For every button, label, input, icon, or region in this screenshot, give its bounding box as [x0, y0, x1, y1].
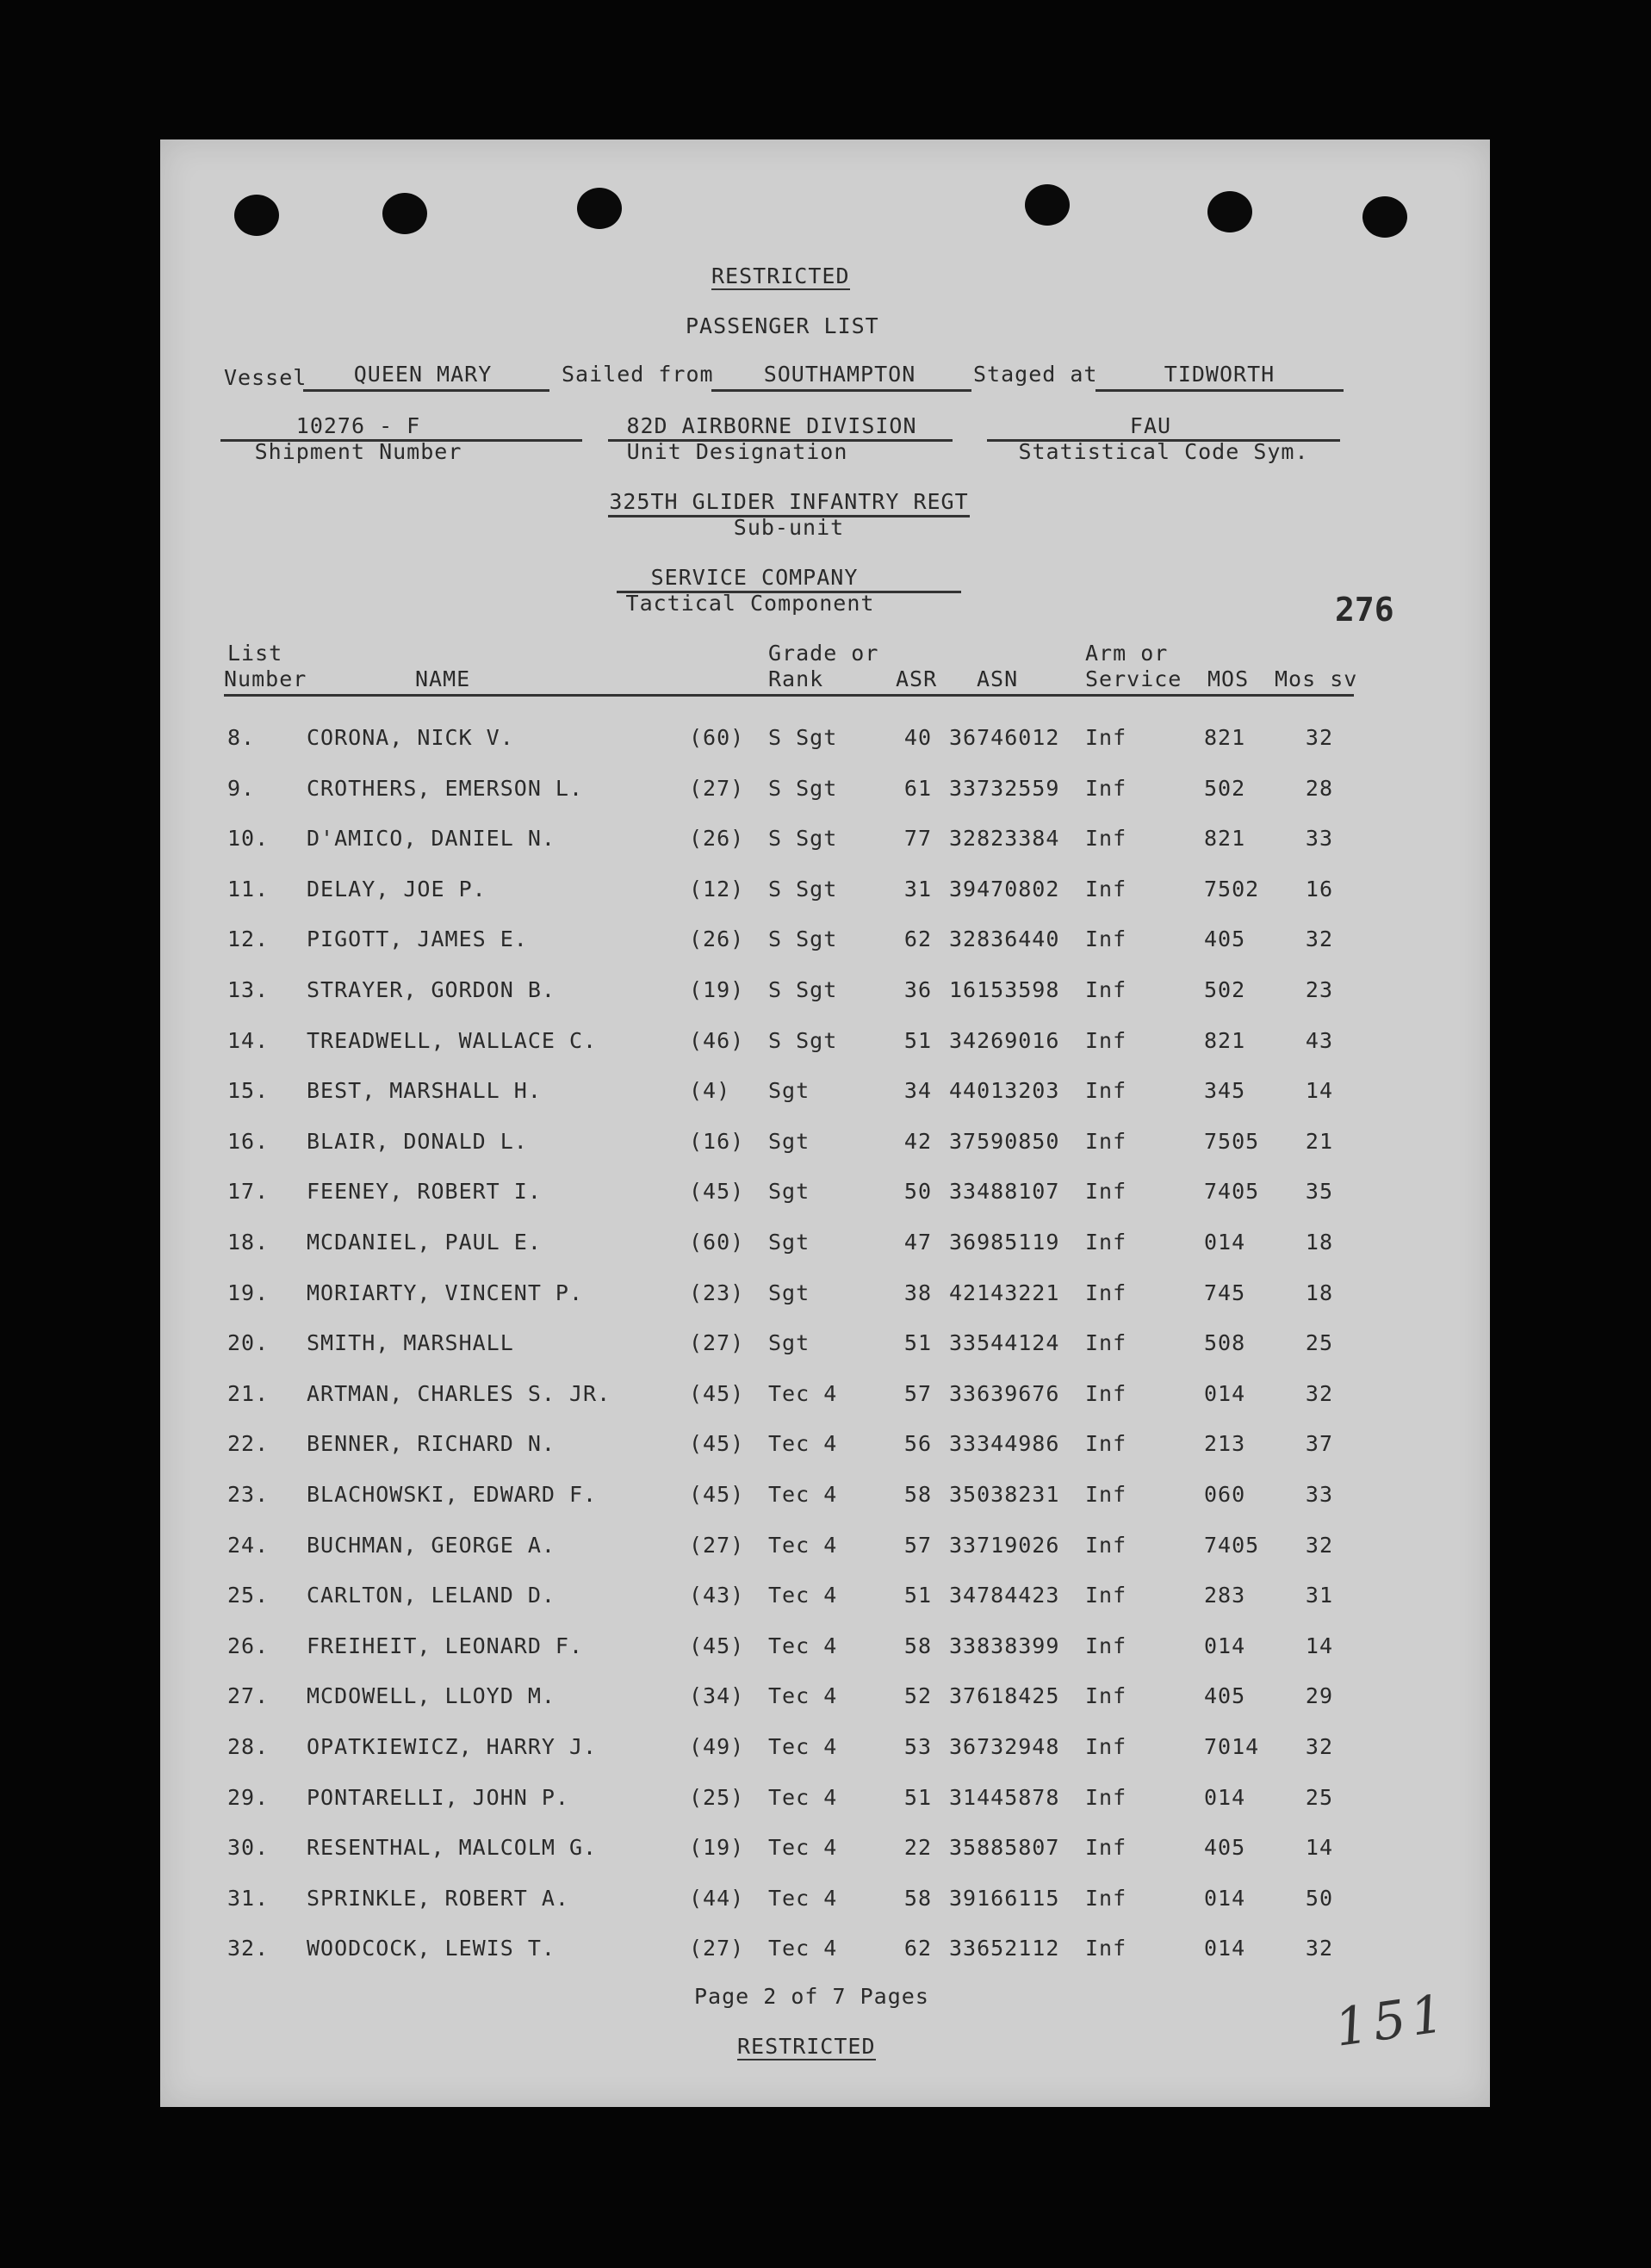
row-asr: 57 — [903, 1532, 932, 1558]
unit-label: Unit Designation — [626, 439, 848, 464]
row-mos-sv: 32 — [1305, 1936, 1333, 1961]
row-name: BEST, MARSHALL H. — [307, 1078, 542, 1104]
row-mos: 345 — [1204, 1078, 1246, 1104]
row-asn: 33732559 — [949, 775, 1060, 801]
row-number: 8. — [227, 725, 256, 750]
row-grade: Tec 4 — [768, 1633, 838, 1658]
row-grade: Sgt — [768, 1128, 810, 1154]
row-grade: S Sgt — [768, 1027, 838, 1053]
row-asn: 31445878 — [949, 1784, 1060, 1810]
row-mos-sv: 50 — [1305, 1885, 1333, 1911]
row-mos-sv: 14 — [1305, 1633, 1333, 1658]
row-name: BLACHOWSKI, EDWARD F. — [307, 1482, 598, 1507]
code-label: Statistical Code Sym. — [1018, 439, 1309, 464]
row-number: 10. — [227, 826, 270, 852]
row-arm: Inf — [1085, 1431, 1127, 1457]
row-grade: S Sgt — [768, 725, 838, 750]
row-mos: 405 — [1204, 1835, 1246, 1861]
row-asn: 39470802 — [949, 876, 1060, 902]
row-code: (23) — [689, 1280, 745, 1305]
row-number: 27. — [227, 1683, 270, 1709]
row-code: (34) — [689, 1683, 745, 1709]
vessel-label: Vessel — [224, 365, 307, 390]
table-row — [160, 926, 1490, 961]
row-mos-sv: 16 — [1305, 876, 1333, 902]
row-code: (19) — [689, 1835, 745, 1861]
row-mos-sv: 14 — [1305, 1835, 1333, 1861]
row-code: (27) — [689, 1330, 745, 1356]
table-row — [160, 1683, 1490, 1718]
row-grade: Tec 4 — [768, 1734, 838, 1759]
row-grade: Tec 4 — [768, 1532, 838, 1558]
row-grade: S Sgt — [768, 876, 838, 902]
row-number: 12. — [227, 926, 270, 952]
row-asr: 51 — [903, 1784, 932, 1810]
stamp-number: 276 — [1335, 591, 1394, 629]
row-asr: 57 — [903, 1380, 932, 1406]
row-mos: 405 — [1204, 926, 1246, 952]
row-asn: 34269016 — [949, 1027, 1060, 1053]
row-asr: 38 — [903, 1280, 932, 1305]
row-arm: Inf — [1085, 1683, 1127, 1709]
row-code: (60) — [689, 725, 745, 750]
row-asn: 36746012 — [949, 725, 1060, 750]
row-asr: 31 — [903, 876, 932, 902]
row-name: STRAYER, GORDON B. — [307, 977, 556, 1002]
row-arm: Inf — [1085, 1078, 1127, 1104]
row-asn: 35038231 — [949, 1482, 1060, 1507]
row-arm: Inf — [1085, 1633, 1127, 1658]
row-mos: 283 — [1204, 1583, 1246, 1608]
row-name: RESENTHAL, MALCOLM G. — [307, 1835, 598, 1861]
row-name: BENNER, RICHARD N. — [307, 1431, 556, 1457]
row-mos: 7505 — [1204, 1128, 1260, 1154]
row-mos: 014 — [1204, 1784, 1246, 1810]
row-name: FREIHEIT, LEONARD F. — [307, 1633, 584, 1658]
table-row — [160, 1381, 1490, 1416]
row-mos-sv: 35 — [1305, 1179, 1333, 1205]
row-mos-sv: 32 — [1305, 926, 1333, 952]
row-asn: 32836440 — [949, 926, 1060, 952]
row-mos: 7405 — [1204, 1532, 1260, 1558]
passenger-table — [160, 139, 1490, 2107]
row-name: BLAIR, DONALD L. — [307, 1128, 528, 1154]
row-number: 26. — [227, 1633, 270, 1658]
row-mos-sv: 32 — [1305, 725, 1333, 750]
row-number: 31. — [227, 1885, 270, 1911]
row-arm: Inf — [1085, 1027, 1127, 1053]
row-name: BUCHMAN, GEORGE A. — [307, 1532, 556, 1558]
row-arm: Inf — [1085, 1280, 1127, 1305]
row-mos-sv: 31 — [1305, 1583, 1333, 1608]
row-name: CARLTON, LELAND D. — [307, 1583, 556, 1608]
row-mos: 014 — [1204, 1230, 1246, 1255]
row-mos-sv: 25 — [1305, 1330, 1333, 1356]
row-grade: Tec 4 — [768, 1380, 838, 1406]
sub-unit-label: Sub-unit — [733, 515, 845, 540]
row-number: 30. — [227, 1835, 270, 1861]
row-number: 21. — [227, 1380, 270, 1406]
row-mos: 014 — [1204, 1885, 1246, 1911]
row-number: 28. — [227, 1734, 270, 1759]
row-arm: Inf — [1085, 1885, 1127, 1911]
shipment-number: 10276 - F — [295, 413, 421, 438]
row-mos-sv: 28 — [1305, 775, 1333, 801]
row-arm: Inf — [1085, 1330, 1127, 1356]
row-asr: 40 — [903, 725, 932, 750]
sailed-label: Sailed from — [562, 362, 714, 387]
table-row — [160, 1533, 1490, 1567]
row-mos-sv: 18 — [1305, 1280, 1333, 1305]
col-arm: Arm or — [1085, 641, 1169, 666]
row-name: CROTHERS, EMERSON L. — [307, 775, 584, 801]
row-number: 32. — [227, 1936, 270, 1961]
col-mos: MOS — [1207, 666, 1250, 691]
handwritten-number: 151 — [1331, 1983, 1453, 2059]
row-mos: 405 — [1204, 1683, 1246, 1709]
table-row — [160, 1734, 1490, 1769]
row-asn: 33488107 — [949, 1179, 1060, 1205]
row-number: 18. — [227, 1230, 270, 1255]
row-name: ARTMAN, CHARLES S. JR. — [307, 1380, 611, 1406]
row-grade: Tec 4 — [768, 1784, 838, 1810]
row-arm: Inf — [1085, 1128, 1127, 1154]
row-arm: Inf — [1085, 1936, 1127, 1961]
table-row — [160, 725, 1490, 759]
col-asr: ASR — [896, 666, 938, 691]
row-number: 23. — [227, 1482, 270, 1507]
row-asn: 34784423 — [949, 1583, 1060, 1608]
tactical-component: SERVICE COMPANY — [650, 565, 859, 590]
row-asr: 51 — [903, 1027, 932, 1053]
row-code: (26) — [689, 826, 745, 852]
row-code: (19) — [689, 977, 745, 1002]
row-number: 16. — [227, 1128, 270, 1154]
row-arm: Inf — [1085, 1583, 1127, 1608]
row-asn: 16153598 — [949, 977, 1060, 1002]
row-mos: 821 — [1204, 1027, 1246, 1053]
page-of: Page 2 of 7 Pages — [694, 1984, 929, 2009]
vessel-value: QUEEN MARY — [353, 362, 493, 387]
row-code: (16) — [689, 1128, 745, 1154]
row-mos-sv: 32 — [1305, 1532, 1333, 1558]
row-mos: 7405 — [1204, 1179, 1260, 1205]
row-asn: 33639676 — [949, 1380, 1060, 1406]
row-asr: 53 — [903, 1734, 932, 1759]
row-arm: Inf — [1085, 1230, 1127, 1255]
row-name: WOODCOCK, LEWIS T. — [307, 1936, 556, 1961]
row-arm: Inf — [1085, 876, 1127, 902]
row-name: DELAY, JOE P. — [307, 876, 487, 902]
row-name: PONTARELLI, JOHN P. — [307, 1784, 569, 1810]
row-mos: 508 — [1204, 1330, 1246, 1356]
row-arm: Inf — [1085, 826, 1127, 852]
row-mos-sv: 18 — [1305, 1230, 1333, 1255]
row-grade: Tec 4 — [768, 1431, 838, 1457]
row-name: FEENEY, ROBERT I. — [307, 1179, 542, 1205]
row-asr: 77 — [903, 826, 932, 852]
table-row — [160, 1230, 1490, 1264]
row-mos-sv: 23 — [1305, 977, 1333, 1002]
row-number: 17. — [227, 1179, 270, 1205]
row-mos: 014 — [1204, 1936, 1246, 1961]
row-mos: 821 — [1204, 725, 1246, 750]
row-asr: 61 — [903, 775, 932, 801]
row-grade: Sgt — [768, 1078, 810, 1104]
row-asn: 33719026 — [949, 1532, 1060, 1558]
row-grade: Tec 4 — [768, 1835, 838, 1861]
sub-unit: 325TH GLIDER INFANTRY REGT — [609, 489, 969, 514]
row-arm: Inf — [1085, 775, 1127, 801]
row-grade: S Sgt — [768, 977, 838, 1002]
row-asr: 51 — [903, 1583, 932, 1608]
row-asr: 62 — [903, 1936, 932, 1961]
row-code: (49) — [689, 1734, 745, 1759]
shipment-label: Shipment Number — [254, 439, 462, 464]
row-code: (27) — [689, 1532, 745, 1558]
row-asr: 58 — [903, 1482, 932, 1507]
row-asn: 33652112 — [949, 1936, 1060, 1961]
row-number: 9. — [227, 775, 256, 801]
row-code: (25) — [689, 1784, 745, 1810]
row-mos-sv: 32 — [1305, 1734, 1333, 1759]
row-mos: 7014 — [1204, 1734, 1260, 1759]
table-row — [160, 1330, 1490, 1365]
row-code: (45) — [689, 1633, 745, 1658]
table-row — [160, 1179, 1490, 1213]
row-number: 13. — [227, 977, 270, 1002]
row-mos-sv: 25 — [1305, 1784, 1333, 1810]
unit-designation: 82D AIRBORNE DIVISION — [626, 413, 917, 438]
row-code: (43) — [689, 1583, 745, 1608]
row-arm: Inf — [1085, 1734, 1127, 1759]
table-row — [160, 1583, 1490, 1617]
col-service: Service — [1085, 666, 1182, 691]
row-arm: Inf — [1085, 926, 1127, 952]
row-number: 25. — [227, 1583, 270, 1608]
table-row — [160, 1028, 1490, 1063]
col-rank: Rank — [768, 666, 824, 691]
table-row — [160, 1482, 1490, 1516]
row-name: MCDANIEL, PAUL E. — [307, 1230, 542, 1255]
tactical-label: Tactical Component — [625, 591, 875, 616]
row-code: (26) — [689, 926, 745, 952]
table-row — [160, 1835, 1490, 1869]
row-mos-sv: 33 — [1305, 1482, 1333, 1507]
row-asr: 62 — [903, 926, 932, 952]
row-asn: 32823384 — [949, 826, 1060, 852]
row-mos: 745 — [1204, 1280, 1246, 1305]
row-asr: 42 — [903, 1128, 932, 1154]
col-list: List — [227, 641, 283, 666]
row-mos-sv: 14 — [1305, 1078, 1333, 1104]
row-grade: Sgt — [768, 1230, 810, 1255]
row-asr: 36 — [903, 977, 932, 1002]
row-code: (45) — [689, 1431, 745, 1457]
row-grade: S Sgt — [768, 826, 838, 852]
row-mos: 014 — [1204, 1380, 1246, 1406]
row-asn: 33544124 — [949, 1330, 1060, 1356]
row-code: (27) — [689, 1936, 745, 1961]
row-arm: Inf — [1085, 1179, 1127, 1205]
row-mos-sv: 21 — [1305, 1128, 1333, 1154]
row-name: CORONA, NICK V. — [307, 725, 514, 750]
row-asr: 47 — [903, 1230, 932, 1255]
doc-title: PASSENGER LIST — [686, 313, 879, 338]
row-asn: 36985119 — [949, 1230, 1060, 1255]
table-row — [160, 1633, 1490, 1668]
staged-label: Staged at — [973, 362, 1098, 387]
row-asr: 52 — [903, 1683, 932, 1709]
row-mos-sv: 29 — [1305, 1683, 1333, 1709]
row-code: (45) — [689, 1482, 745, 1507]
row-mos: 7502 — [1204, 876, 1260, 902]
row-mos: 821 — [1204, 826, 1246, 852]
row-arm: Inf — [1085, 1835, 1127, 1861]
table-row — [160, 1431, 1490, 1466]
row-number: 24. — [227, 1532, 270, 1558]
document-page — [160, 139, 1490, 2107]
row-grade: S Sgt — [768, 926, 838, 952]
row-arm: Inf — [1085, 1380, 1127, 1406]
row-number: 22. — [227, 1431, 270, 1457]
row-asn: 37618425 — [949, 1683, 1060, 1709]
table-row — [160, 1129, 1490, 1163]
row-asn: 39166115 — [949, 1885, 1060, 1911]
row-number: 20. — [227, 1330, 270, 1356]
row-name: SPRINKLE, ROBERT A. — [307, 1885, 569, 1911]
row-code: (44) — [689, 1885, 745, 1911]
col-number: Number — [224, 666, 307, 691]
row-code: (46) — [689, 1027, 745, 1053]
restricted-bottom: RESTRICTED — [737, 2034, 876, 2059]
row-code: (45) — [689, 1380, 745, 1406]
row-grade: Tec 4 — [768, 1583, 838, 1608]
row-grade: S Sgt — [768, 775, 838, 801]
row-grade: Sgt — [768, 1280, 810, 1305]
row-code: (27) — [689, 775, 745, 801]
table-row — [160, 776, 1490, 810]
row-name: TREADWELL, WALLACE C. — [307, 1027, 598, 1053]
row-mos: 014 — [1204, 1633, 1246, 1658]
sailed-from-value: SOUTHAMPTON — [763, 362, 916, 387]
row-code: (45) — [689, 1179, 745, 1205]
row-asn: 33838399 — [949, 1633, 1060, 1658]
row-arm: Inf — [1085, 725, 1127, 750]
row-grade: Tec 4 — [768, 1885, 838, 1911]
table-row — [160, 1078, 1490, 1112]
row-mos-sv: 33 — [1305, 826, 1333, 852]
row-mos-sv: 37 — [1305, 1431, 1333, 1457]
row-number: 11. — [227, 876, 270, 902]
table-row — [160, 1936, 1490, 1970]
col-grade: Grade or — [768, 641, 879, 666]
row-name: MORIARTY, VINCENT P. — [307, 1280, 584, 1305]
row-asr: 22 — [903, 1835, 932, 1861]
row-number: 14. — [227, 1027, 270, 1053]
row-arm: Inf — [1085, 1784, 1127, 1810]
row-asr: 51 — [903, 1330, 932, 1356]
row-asr: 50 — [903, 1179, 932, 1205]
row-asn: 44013203 — [949, 1078, 1060, 1104]
row-name: MCDOWELL, LLOYD M. — [307, 1683, 556, 1709]
row-grade: Tec 4 — [768, 1683, 838, 1709]
row-grade: Tec 4 — [768, 1482, 838, 1507]
row-code: (12) — [689, 876, 745, 902]
row-mos: 060 — [1204, 1482, 1246, 1507]
row-mos: 502 — [1204, 977, 1246, 1002]
row-asn: 33344986 — [949, 1431, 1060, 1457]
row-mos: 213 — [1204, 1431, 1246, 1457]
row-asr: 34 — [903, 1078, 932, 1104]
row-asn: 42143221 — [949, 1280, 1060, 1305]
code-sym: FAU — [1129, 413, 1172, 438]
restricted-top: RESTRICTED — [711, 263, 850, 288]
row-code: (60) — [689, 1230, 745, 1255]
row-grade: Tec 4 — [768, 1936, 838, 1961]
row-arm: Inf — [1085, 1482, 1127, 1507]
row-number: 29. — [227, 1784, 270, 1810]
table-row — [160, 1280, 1490, 1315]
row-asn: 36732948 — [949, 1734, 1060, 1759]
row-asn: 35885807 — [949, 1835, 1060, 1861]
row-number: 15. — [227, 1078, 270, 1104]
row-name: PIGOTT, JAMES E. — [307, 926, 528, 952]
row-mos: 502 — [1204, 775, 1246, 801]
row-grade: Sgt — [768, 1179, 810, 1205]
row-asr: 58 — [903, 1885, 932, 1911]
row-asr: 58 — [903, 1633, 932, 1658]
table-row — [160, 977, 1490, 1012]
row-mos-sv: 43 — [1305, 1027, 1333, 1053]
row-asn: 37590850 — [949, 1128, 1060, 1154]
row-code: (4) — [689, 1078, 731, 1104]
col-name: NAME — [415, 666, 471, 691]
row-number: 19. — [227, 1280, 270, 1305]
col-mos-sv: Mos sv — [1275, 666, 1358, 691]
row-grade: Sgt — [768, 1330, 810, 1356]
row-arm: Inf — [1085, 1532, 1127, 1558]
col-asn: ASN — [977, 666, 1019, 691]
row-name: D'AMICO, DANIEL N. — [307, 826, 556, 852]
row-name: OPATKIEWICZ, HARRY J. — [307, 1734, 598, 1759]
row-name: SMITH, MARSHALL — [307, 1330, 514, 1356]
row-asr: 56 — [903, 1431, 932, 1457]
table-row — [160, 826, 1490, 860]
row-mos-sv: 32 — [1305, 1380, 1333, 1406]
staged-at-value: TIDWORTH — [1164, 362, 1275, 387]
table-row — [160, 1886, 1490, 1920]
table-row — [160, 877, 1490, 911]
table-row — [160, 1785, 1490, 1819]
row-arm: Inf — [1085, 977, 1127, 1002]
